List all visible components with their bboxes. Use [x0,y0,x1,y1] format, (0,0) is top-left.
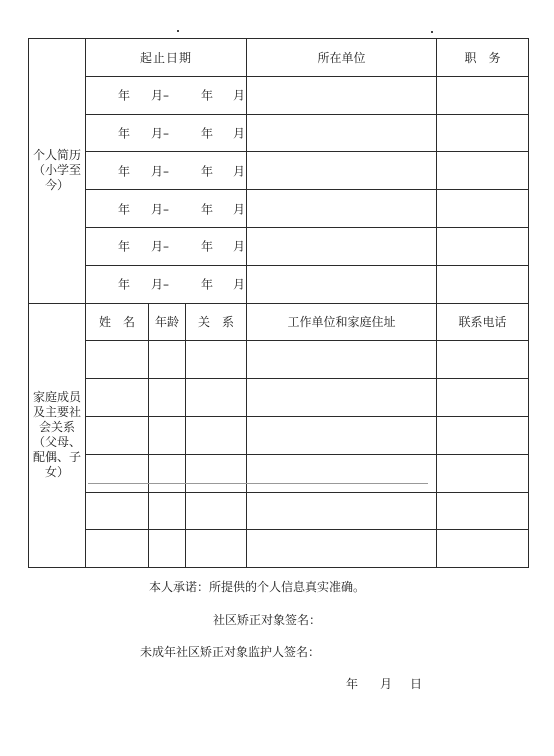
position-field[interactable] [437,265,529,303]
address-field[interactable] [247,530,437,568]
age-field[interactable] [149,454,186,492]
relation-field[interactable] [186,379,247,417]
address-field[interactable] [247,416,437,454]
family-row [29,530,529,568]
name-field[interactable] [86,379,149,417]
unit-field[interactable] [247,227,437,265]
signature-label: 社区矫正对象签名： [213,613,322,627]
header-phone: 联系电话 [437,303,529,341]
phone-field[interactable] [437,454,529,492]
date-day-label: 日 [410,677,423,691]
header-position: 职 务 [437,39,529,77]
address-field[interactable] [247,492,437,530]
name-field[interactable] [86,492,149,530]
unit-field[interactable] [247,152,437,190]
relation-field[interactable] [186,530,247,568]
position-field[interactable] [437,152,529,190]
family-row [29,454,529,492]
family-header-row [29,303,529,341]
header-dates: 起止日期 [86,39,247,77]
scan-speck [177,30,179,32]
date-range-field[interactable]: 年 月– 年 月 [86,227,247,265]
phone-field[interactable] [437,341,529,379]
position-field[interactable] [437,114,529,152]
position-field[interactable] [437,76,529,114]
position-field[interactable] [437,190,529,228]
unit-field[interactable] [247,190,437,228]
family-row [29,416,529,454]
unit-field[interactable] [247,265,437,303]
age-field[interactable] [149,341,186,379]
resume-section-label: 个人简历（小学至今） [29,39,86,304]
scan-artifact-line [88,483,428,484]
header-age: 年龄 [149,303,186,341]
date-range-field[interactable]: 年 月– 年 月 [86,152,247,190]
resume-row [29,265,529,303]
header-unit: 所在单位 [247,39,437,77]
family-row [29,492,529,530]
date-range-field[interactable]: 年 月– 年 月 [86,114,247,152]
resume-row [29,114,529,152]
phone-field[interactable] [437,416,529,454]
header-relation: 关 系 [186,303,247,341]
phone-field[interactable] [437,530,529,568]
age-field[interactable] [149,530,186,568]
unit-field[interactable] [247,76,437,114]
date-range-field[interactable]: 年 月– 年 月 [86,76,247,114]
resume-header-row [29,39,529,77]
resume-row [29,190,529,228]
header-address: 工作单位和家庭住址 [247,303,437,341]
resume-row [29,76,529,114]
resume-row [29,152,529,190]
family-section-label: 家庭成员及主要社会关系（父母、配偶、子女） [29,303,86,568]
date-year-label: 年 [346,677,359,691]
scan-speck [431,31,433,33]
name-field[interactable] [86,454,149,492]
pledge-text: 本人承诺：所提供的个人信息真实准确。 [149,580,366,594]
guardian-signature-label: 未成年社区矫正对象监护人签名： [140,645,321,659]
unit-field[interactable] [247,114,437,152]
date-range-field[interactable]: 年 月– 年 月 [86,190,247,228]
name-field[interactable] [86,530,149,568]
phone-field[interactable] [437,379,529,417]
position-field[interactable] [437,227,529,265]
age-field[interactable] [149,379,186,417]
phone-field[interactable] [437,492,529,530]
name-field[interactable] [86,416,149,454]
date-month-label: 月 [380,677,393,691]
registration-table [28,38,529,568]
relation-field[interactable] [186,492,247,530]
age-field[interactable] [149,492,186,530]
family-row [29,379,529,417]
date-range-field[interactable]: 年 月– 年 月 [86,265,247,303]
age-field[interactable] [149,416,186,454]
address-field[interactable] [247,454,437,492]
name-field[interactable] [86,341,149,379]
address-field[interactable] [247,341,437,379]
address-field[interactable] [247,379,437,417]
family-row [29,341,529,379]
resume-row [29,227,529,265]
relation-field[interactable] [186,416,247,454]
header-name: 姓 名 [86,303,149,341]
relation-field[interactable] [186,341,247,379]
relation-field[interactable] [186,454,247,492]
